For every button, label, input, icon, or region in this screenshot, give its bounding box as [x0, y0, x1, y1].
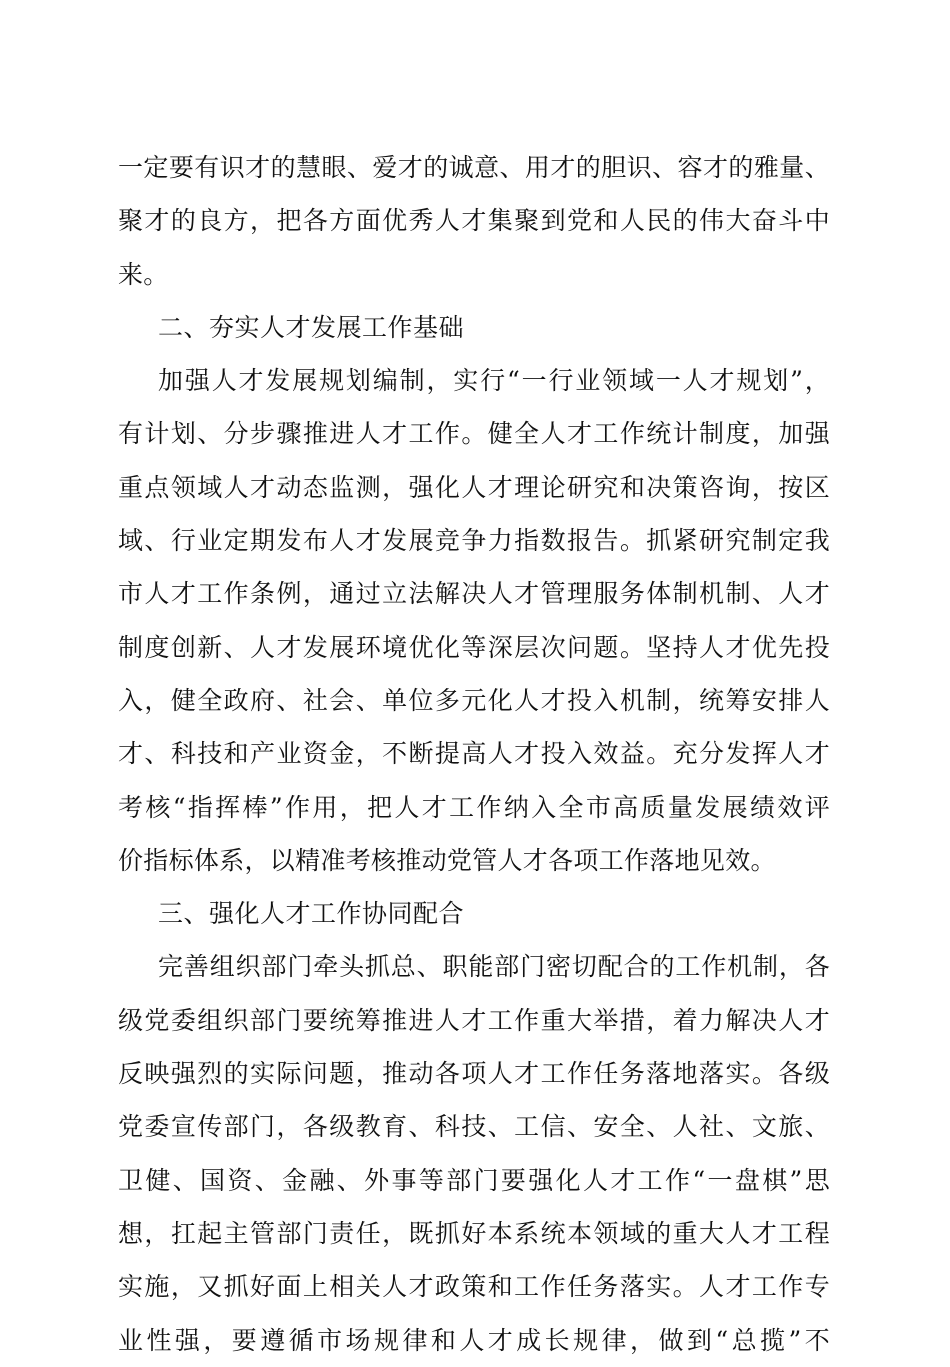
- paragraph-line: 卫健、国资、金融、外事等部门要强化人才工作“一盘棋”思: [118, 1165, 830, 1195]
- paragraph-line: 入，健全政府、社会、单位多元化人才投入机制，统筹安排人: [118, 685, 830, 715]
- section-heading: 二、夯实人才发展工作基础: [158, 312, 465, 342]
- paragraph-line: 业性强，要遵循市场规律和人才成长规律，做到“总揽”不: [118, 1325, 830, 1355]
- paragraph-line: 完善组织部门牵头抓总、职能部门密切配合的工作机制，各: [158, 952, 830, 982]
- paragraph-line: 考核“指挥棒”作用，把人才工作纳入全市高质量发展绩效评: [118, 792, 830, 822]
- paragraph-line: 实施，又抓好面上相关人才政策和工作任务落实。人才工作专: [118, 1272, 830, 1302]
- paragraph-line: 级党委组织部门要统筹推进人才工作重大举措，着力解决人才: [118, 1005, 830, 1035]
- paragraph-line: 来。: [118, 259, 169, 289]
- paragraph-line: 市人才工作条例，通过立法解决人才管理服务体制机制、人才: [118, 579, 830, 609]
- paragraph-line: 重点领域人才动态监测，强化人才理论研究和决策咨询，按区: [118, 472, 830, 502]
- paragraph-line: 价指标体系，以精准考核推动党管人才各项工作落地见效。: [118, 845, 776, 875]
- paragraph-line: 制度创新、人才发展环境优化等深层次问题。坚持人才优先投: [118, 632, 830, 662]
- paragraph-line: 有计划、分步骤推进人才工作。健全人才工作统计制度，加强: [118, 419, 830, 449]
- section-heading: 三、强化人才工作协同配合: [158, 899, 465, 929]
- document-body: [118, 141, 830, 1367]
- paragraph-line: 一定要有识才的慧眼、爱才的诚意、用才的胆识、容才的雅量、: [118, 153, 830, 182]
- paragraph-line: 才、科技和产业资金，不断提高人才投入效益。充分发挥人才: [118, 739, 830, 769]
- paragraph-line: 聚才的良方，把各方面优秀人才集聚到党和人民的伟大奋斗中: [118, 206, 830, 236]
- paragraph-line: 反映强烈的实际问题，推动各项人才工作任务落地落实。各级: [118, 1059, 830, 1089]
- paragraph-line: 加强人才发展规划编制，实行“一行业领域一人才规划”，: [158, 366, 830, 396]
- paragraph-line: 党委宣传部门，各级教育、科技、工信、安全、人社、文旅、: [118, 1112, 830, 1142]
- paragraph-line: 想，扛起主管部门责任，既抓好本系统本领域的重大人才工程: [118, 1218, 830, 1248]
- paragraph-line: 域、行业定期发布人才发展竞争力指数报告。抓紧研究制定我: [118, 526, 830, 556]
